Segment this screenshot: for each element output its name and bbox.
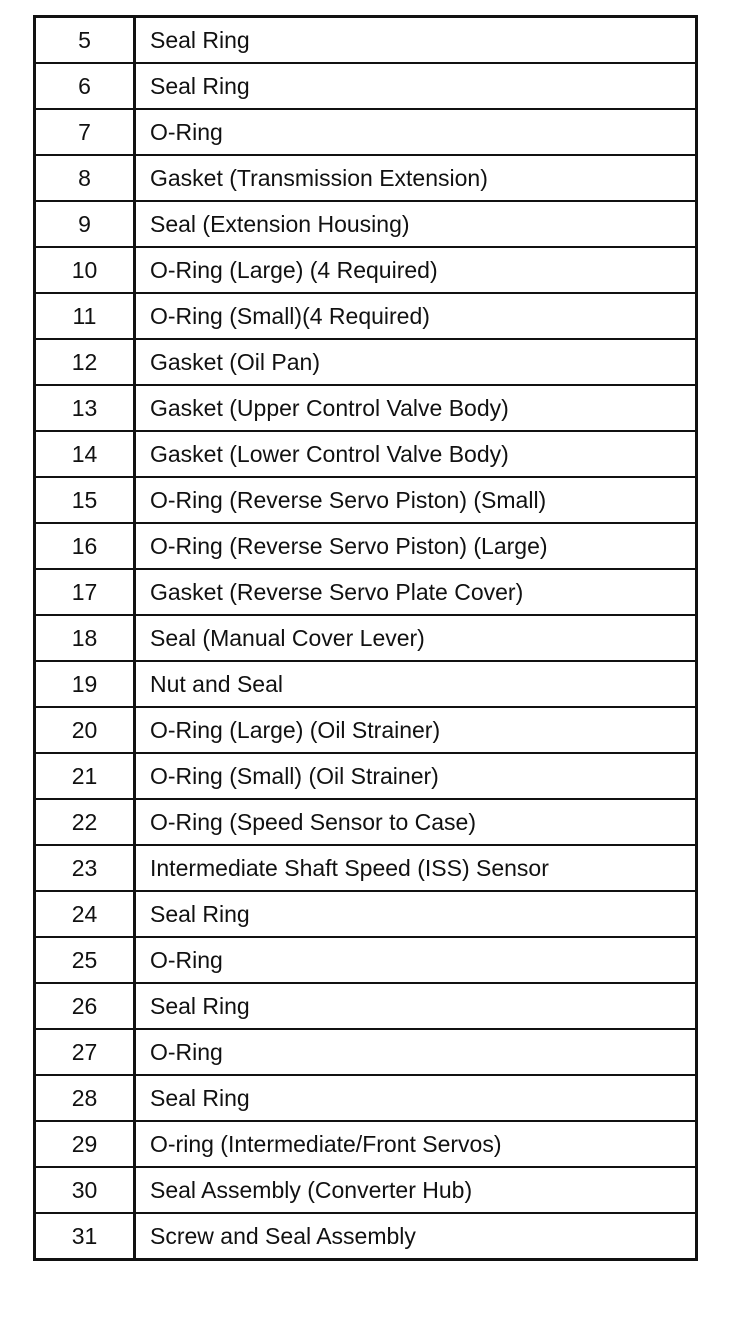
part-description: O-Ring	[135, 1029, 697, 1075]
table-row	[35, 431, 697, 477]
part-number: 15	[35, 477, 135, 523]
part-number: 19	[35, 661, 135, 707]
part-number: 14	[35, 431, 135, 477]
table-row	[35, 477, 697, 523]
part-number: 28	[35, 1075, 135, 1121]
part-description: Screw and Seal Assembly	[135, 1213, 697, 1260]
part-number: 18	[35, 615, 135, 661]
part-description: Gasket (Oil Pan)	[135, 339, 697, 385]
part-description: Gasket (Reverse Servo Plate Cover)	[135, 569, 697, 615]
table-row	[35, 155, 697, 201]
part-description: Intermediate Shaft Speed (ISS) Sensor	[135, 845, 697, 891]
part-number: 29	[35, 1121, 135, 1167]
part-description: O-ring (Intermediate/Front Servos)	[135, 1121, 697, 1167]
part-description: O-Ring	[135, 109, 697, 155]
part-number: 24	[35, 891, 135, 937]
part-number: 26	[35, 983, 135, 1029]
part-number: 5	[35, 17, 135, 64]
table-row	[35, 17, 697, 64]
table-row	[35, 201, 697, 247]
part-description: Nut and Seal	[135, 661, 697, 707]
table-row	[35, 1029, 697, 1075]
part-number: 20	[35, 707, 135, 753]
part-number: 11	[35, 293, 135, 339]
table-row	[35, 799, 697, 845]
table-row	[35, 109, 697, 155]
part-number: 16	[35, 523, 135, 569]
part-number: 21	[35, 753, 135, 799]
part-description: O-Ring	[135, 937, 697, 983]
part-description: Seal Ring	[135, 63, 697, 109]
parts-table-body	[35, 17, 697, 1260]
part-description: Seal Ring	[135, 17, 697, 64]
part-description: Seal Ring	[135, 983, 697, 1029]
table-row	[35, 937, 697, 983]
part-description: Seal (Extension Housing)	[135, 201, 697, 247]
part-number: 8	[35, 155, 135, 201]
table-row	[35, 293, 697, 339]
table-row	[35, 569, 697, 615]
table-row	[35, 845, 697, 891]
part-description: O-Ring (Large) (Oil Strainer)	[135, 707, 697, 753]
part-number: 25	[35, 937, 135, 983]
table-row	[35, 615, 697, 661]
table-row	[35, 247, 697, 293]
part-description: Gasket (Transmission Extension)	[135, 155, 697, 201]
part-description: Seal Ring	[135, 891, 697, 937]
part-description: Seal (Manual Cover Lever)	[135, 615, 697, 661]
part-description: Seal Assembly (Converter Hub)	[135, 1167, 697, 1213]
part-description: Gasket (Upper Control Valve Body)	[135, 385, 697, 431]
table-row	[35, 1167, 697, 1213]
part-number: 10	[35, 247, 135, 293]
table-row	[35, 63, 697, 109]
part-description: O-Ring (Reverse Servo Piston) (Large)	[135, 523, 697, 569]
part-number: 17	[35, 569, 135, 615]
table-row	[35, 661, 697, 707]
part-number: 9	[35, 201, 135, 247]
table-row	[35, 1213, 697, 1260]
part-number: 31	[35, 1213, 135, 1260]
part-number: 22	[35, 799, 135, 845]
part-description: O-Ring (Speed Sensor to Case)	[135, 799, 697, 845]
table-row	[35, 1121, 697, 1167]
part-number: 7	[35, 109, 135, 155]
table-row	[35, 1075, 697, 1121]
table-row	[35, 983, 697, 1029]
part-number: 12	[35, 339, 135, 385]
part-description: O-Ring (Reverse Servo Piston) (Small)	[135, 477, 697, 523]
table-row	[35, 385, 697, 431]
parts-table	[33, 15, 698, 1261]
part-number: 30	[35, 1167, 135, 1213]
part-number: 6	[35, 63, 135, 109]
table-row	[35, 891, 697, 937]
part-number: 23	[35, 845, 135, 891]
part-number: 13	[35, 385, 135, 431]
table-row	[35, 339, 697, 385]
part-number: 27	[35, 1029, 135, 1075]
part-description: Seal Ring	[135, 1075, 697, 1121]
table-row	[35, 753, 697, 799]
table-row	[35, 707, 697, 753]
table-row	[35, 523, 697, 569]
part-description: O-Ring (Small)(4 Required)	[135, 293, 697, 339]
part-description: Gasket (Lower Control Valve Body)	[135, 431, 697, 477]
part-description: O-Ring (Large) (4 Required)	[135, 247, 697, 293]
part-description: O-Ring (Small) (Oil Strainer)	[135, 753, 697, 799]
